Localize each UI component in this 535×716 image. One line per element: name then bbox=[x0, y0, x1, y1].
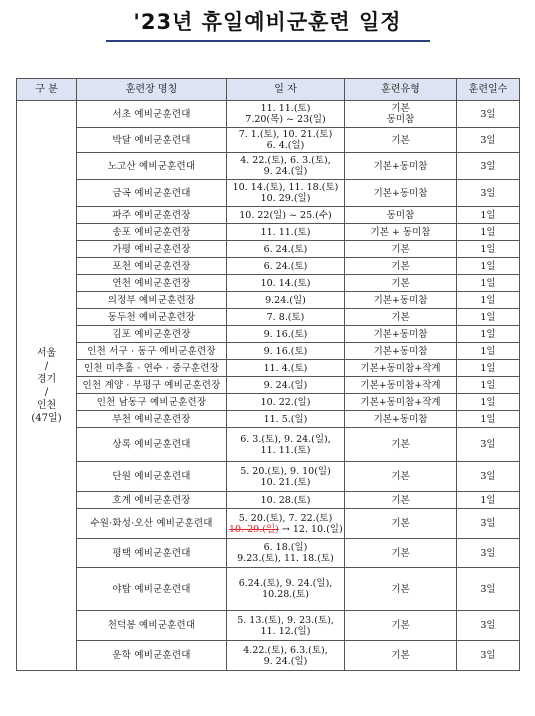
date-cell bbox=[227, 641, 345, 671]
text-line: 11. 11.(토) bbox=[260, 103, 311, 114]
text-line: 10. 21.(토) bbox=[260, 476, 311, 488]
training-type-cell bbox=[345, 241, 457, 258]
training-days-cell: 3일 bbox=[457, 428, 520, 462]
site-name-cell: 서초 예비군훈련대 bbox=[77, 101, 227, 128]
header-name: 훈련장 명칭 bbox=[77, 79, 227, 101]
training-days-cell: 1일 bbox=[457, 275, 520, 292]
text-line: 11. 11.(토) bbox=[260, 226, 311, 238]
table-row bbox=[17, 153, 520, 180]
text-line: 6. 24.(토) bbox=[263, 243, 308, 255]
site-name-cell: 노고산 예비군훈련대 bbox=[77, 153, 227, 180]
text-line: 기본+동미참+작계 bbox=[360, 379, 441, 391]
training-type-cell bbox=[345, 462, 457, 492]
table-row bbox=[17, 492, 520, 509]
table-header-row bbox=[17, 79, 520, 101]
text-line: 11. 11.(토) bbox=[260, 444, 311, 456]
text-line: 기본 bbox=[391, 620, 410, 631]
table-row bbox=[17, 509, 520, 539]
text-line: 10. 29.(일) bbox=[260, 193, 311, 204]
training-type-cell bbox=[345, 224, 457, 241]
training-days-cell: 3일 bbox=[457, 539, 520, 568]
text-line: 기본 bbox=[391, 518, 410, 529]
table-row bbox=[17, 394, 520, 411]
date-cell bbox=[227, 180, 345, 207]
table-row bbox=[17, 128, 520, 153]
training-days-cell: 1일 bbox=[457, 258, 520, 275]
date-cell bbox=[227, 258, 345, 275]
text-line: 5. 20.(토), 9. 10(일) bbox=[240, 465, 331, 477]
text-line: 11. 5.(일) bbox=[263, 413, 308, 425]
text-line: 기본+동미참 bbox=[373, 328, 428, 340]
header-type: 훈련유형 bbox=[345, 79, 457, 101]
text-line: 7. 8.(토) bbox=[266, 311, 305, 323]
training-type-cell bbox=[345, 292, 457, 309]
table-row bbox=[17, 241, 520, 258]
date-cell bbox=[227, 128, 345, 153]
text-line: 인천 bbox=[36, 399, 57, 411]
text-line: 7. 1.(토), 10. 21.(토) bbox=[238, 129, 333, 140]
text-line: (47일) bbox=[31, 412, 62, 424]
training-type-cell bbox=[345, 568, 457, 611]
text-line: 10. 14.(토), 11. 18.(토) bbox=[232, 182, 339, 193]
text-line: 6. 4.(일) bbox=[266, 140, 305, 151]
training-type-cell bbox=[345, 377, 457, 394]
date-cell bbox=[227, 611, 345, 641]
text-line: 기본+동미참 bbox=[373, 160, 428, 172]
training-days-cell: 1일 bbox=[457, 292, 520, 309]
text-line: 10. 22.(일) bbox=[260, 396, 311, 408]
date-cell bbox=[227, 101, 345, 128]
training-type-cell bbox=[345, 309, 457, 326]
title-underline bbox=[106, 40, 430, 42]
text-line: 경기 bbox=[36, 373, 57, 385]
text-line: 11. 4.(토) bbox=[263, 362, 308, 374]
training-days-cell: 1일 bbox=[457, 394, 520, 411]
table-row bbox=[17, 360, 520, 377]
training-type-cell bbox=[345, 641, 457, 671]
training-days-cell: 3일 bbox=[457, 641, 520, 671]
text-line: 9.24.(일) bbox=[265, 294, 306, 306]
training-type-cell bbox=[345, 509, 457, 539]
training-days-cell: 3일 bbox=[457, 509, 520, 539]
table-row bbox=[17, 101, 520, 128]
table-row bbox=[17, 309, 520, 326]
table-row bbox=[17, 568, 520, 611]
text-line: 6. 18.(일) bbox=[263, 542, 308, 553]
text-line: 기본 bbox=[391, 650, 410, 661]
site-name-cell: 호계 예비군훈련장 bbox=[77, 492, 227, 509]
text-line: 서울 bbox=[36, 347, 57, 359]
table-row bbox=[17, 180, 520, 207]
site-name-cell: 의정부 예비군훈련장 bbox=[77, 292, 227, 309]
text-line: 기본 bbox=[391, 134, 410, 146]
text-line: 6. 3.(토), 9. 24.(일), bbox=[240, 433, 331, 445]
table-row bbox=[17, 641, 520, 671]
text-line: 5. 20.(토), 7. 22.(토) bbox=[238, 512, 333, 524]
training-days-cell: 1일 bbox=[457, 492, 520, 509]
region-cell bbox=[17, 101, 77, 671]
site-name-cell: 수원·화성·오산 예비군훈련대 bbox=[77, 509, 227, 539]
date-cell bbox=[227, 360, 345, 377]
header-date: 일 자 bbox=[227, 79, 345, 101]
text-line: 10.28.(토) bbox=[262, 589, 309, 600]
date-cell bbox=[227, 539, 345, 568]
date-cell bbox=[227, 377, 345, 394]
text-line: 기본+동미참+작계 bbox=[360, 396, 441, 408]
text-line: 7.20(목) ~ 23(일) bbox=[245, 114, 326, 125]
training-type-cell bbox=[345, 343, 457, 360]
site-name-cell: 인천 서구 · 동구 예비군훈련장 bbox=[77, 343, 227, 360]
text-line: 기본 bbox=[391, 471, 410, 482]
training-days-cell: 3일 bbox=[457, 153, 520, 180]
text-line: 4. 22.(토), 6. 3.(토), bbox=[240, 155, 331, 166]
date-cell bbox=[227, 207, 345, 224]
training-days-cell: 1일 bbox=[457, 326, 520, 343]
date-cell bbox=[227, 309, 345, 326]
text-line: 9.23.(토), 11. 18.(토) bbox=[237, 553, 334, 564]
training-days-cell: 3일 bbox=[457, 611, 520, 641]
text-line: 동미참 bbox=[386, 209, 415, 221]
header-category: 구 분 bbox=[17, 79, 77, 101]
text-line: 4.22.(토), 6.3.(토), bbox=[243, 644, 328, 656]
site-name-cell: 동두천 예비군훈련장 bbox=[77, 309, 227, 326]
date-cell bbox=[227, 492, 345, 509]
text-line: 10. 28.(토) bbox=[260, 494, 311, 506]
training-days-cell: 1일 bbox=[457, 360, 520, 377]
struck-date: 10. 29.(일) bbox=[229, 523, 279, 535]
text-line: 10. 14.(토) bbox=[260, 277, 311, 289]
site-name-cell: 송포 예비군훈련장 bbox=[77, 224, 227, 241]
site-name-cell: 박달 예비군훈련대 bbox=[77, 128, 227, 153]
training-type-cell bbox=[345, 360, 457, 377]
table-row bbox=[17, 207, 520, 224]
date-cell bbox=[227, 343, 345, 360]
date-cell bbox=[227, 428, 345, 462]
table-row bbox=[17, 611, 520, 641]
text-line: 동미참 bbox=[386, 114, 415, 125]
text-line: 10. 22(일) ~ 25.(수) bbox=[239, 209, 332, 221]
text-line: 9. 24.(일) bbox=[263, 655, 308, 667]
text-line: 기본+동미참 bbox=[373, 294, 428, 306]
date-cell bbox=[227, 411, 345, 428]
text-line: 기본 bbox=[391, 439, 410, 450]
training-type-cell bbox=[345, 153, 457, 180]
text-line: 6. 24.(토) bbox=[263, 260, 308, 272]
training-days-cell: 1일 bbox=[457, 241, 520, 258]
training-type-cell bbox=[345, 394, 457, 411]
training-type-cell bbox=[345, 326, 457, 343]
text-line: 기본 bbox=[391, 277, 410, 289]
training-type-cell bbox=[345, 611, 457, 641]
date-cell bbox=[227, 292, 345, 309]
training-days-cell: 3일 bbox=[457, 128, 520, 153]
training-days-cell: 3일 bbox=[457, 101, 520, 128]
table-row bbox=[17, 539, 520, 568]
site-name-cell: 야탑 예비군훈련대 bbox=[77, 568, 227, 611]
text-line: 기본 bbox=[391, 311, 410, 323]
site-name-cell: 김포 예비군훈련장 bbox=[77, 326, 227, 343]
table-row bbox=[17, 462, 520, 492]
site-name-cell: 가평 예비군훈련장 bbox=[77, 241, 227, 258]
text-line: 6.24.(토), 9. 24.(일), bbox=[238, 578, 333, 589]
text-line: 기본+동미참 bbox=[373, 345, 428, 357]
training-type-cell bbox=[345, 275, 457, 292]
table-row bbox=[17, 428, 520, 462]
training-days-cell: 1일 bbox=[457, 343, 520, 360]
text-line: 기본 bbox=[391, 103, 410, 114]
table-row bbox=[17, 326, 520, 343]
training-days-cell: 3일 bbox=[457, 568, 520, 611]
text-line: 기본+동미참 bbox=[373, 187, 428, 199]
date-cell bbox=[227, 241, 345, 258]
table-row bbox=[17, 258, 520, 275]
site-name-cell: 금곡 예비군훈련대 bbox=[77, 180, 227, 207]
site-name-cell: 포천 예비군훈련장 bbox=[77, 258, 227, 275]
table-row bbox=[17, 275, 520, 292]
site-name-cell: 운학 예비군훈련대 bbox=[77, 641, 227, 671]
training-type-cell bbox=[345, 428, 457, 462]
date-cell bbox=[227, 275, 345, 292]
training-type-cell bbox=[345, 207, 457, 224]
table-row bbox=[17, 377, 520, 394]
date-cell bbox=[227, 224, 345, 241]
date-cell bbox=[227, 462, 345, 492]
text-line: / bbox=[44, 386, 49, 398]
training-type-cell bbox=[345, 180, 457, 207]
site-name-cell: 파주 예비군훈련장 bbox=[77, 207, 227, 224]
text-line: 9. 16.(토) bbox=[263, 328, 308, 340]
schedule-table bbox=[16, 78, 520, 671]
site-name-cell: 연천 예비군훈련장 bbox=[77, 275, 227, 292]
text-line: 9. 24.(일) bbox=[263, 166, 308, 177]
changed-date: → 12. 10.(일) bbox=[278, 523, 343, 535]
text-line: 기본+동미참 bbox=[373, 413, 428, 425]
text-line: 기본 bbox=[391, 583, 410, 595]
training-days-cell: 1일 bbox=[457, 309, 520, 326]
date-cell bbox=[227, 326, 345, 343]
text-line: 9. 16.(토) bbox=[263, 345, 308, 357]
training-days-cell: 3일 bbox=[457, 180, 520, 207]
training-days-cell: 3일 bbox=[457, 462, 520, 492]
training-type-cell bbox=[345, 101, 457, 128]
text-line: 기본+동미참+작계 bbox=[360, 362, 441, 374]
text-line: 기본 + 동미참 bbox=[370, 226, 431, 238]
training-type-cell bbox=[345, 258, 457, 275]
table-row bbox=[17, 224, 520, 241]
training-type-cell bbox=[345, 492, 457, 509]
site-name-cell: 부천 예비군훈련장 bbox=[77, 411, 227, 428]
text-line: 기본 bbox=[391, 260, 410, 272]
site-name-cell: 인천 미추홀 · 연수 · 중구훈련장 bbox=[77, 360, 227, 377]
text-line: 9. 24.(일) bbox=[263, 379, 308, 391]
training-days-cell: 1일 bbox=[457, 224, 520, 241]
site-name-cell: 상록 예비군훈련대 bbox=[77, 428, 227, 462]
training-days-cell: 1일 bbox=[457, 207, 520, 224]
text-line: 기본 bbox=[391, 243, 410, 255]
training-type-cell bbox=[345, 411, 457, 428]
training-days-cell: 1일 bbox=[457, 411, 520, 428]
text-line: 5. 13.(토), 9. 23.(토), bbox=[237, 614, 334, 626]
table-row bbox=[17, 343, 520, 360]
table-body bbox=[17, 101, 520, 671]
page-title: '23년 휴일예비군훈련 일정 bbox=[133, 10, 402, 34]
text-line: 기본 bbox=[391, 547, 410, 559]
site-name-cell: 평택 예비군훈련대 bbox=[77, 539, 227, 568]
text-line: 기본 bbox=[391, 494, 410, 506]
date-cell bbox=[227, 509, 345, 539]
training-days-cell: 1일 bbox=[457, 377, 520, 394]
date-cell bbox=[227, 153, 345, 180]
text-line: 11. 12.(일) bbox=[260, 625, 311, 637]
site-name-cell: 천덕봉 예비군훈련대 bbox=[77, 611, 227, 641]
text-line: / bbox=[44, 360, 49, 372]
training-type-cell bbox=[345, 128, 457, 153]
table-row bbox=[17, 292, 520, 309]
date-cell bbox=[227, 568, 345, 611]
header-days: 훈련일수 bbox=[457, 79, 520, 101]
site-name-cell: 단원 예비군훈련대 bbox=[77, 462, 227, 492]
table-row bbox=[17, 411, 520, 428]
training-type-cell bbox=[345, 539, 457, 568]
site-name-cell: 인천 계양 · 부평구 예비군훈련장 bbox=[77, 377, 227, 394]
site-name-cell: 인천 남동구 예비군훈련장 bbox=[77, 394, 227, 411]
date-cell bbox=[227, 394, 345, 411]
